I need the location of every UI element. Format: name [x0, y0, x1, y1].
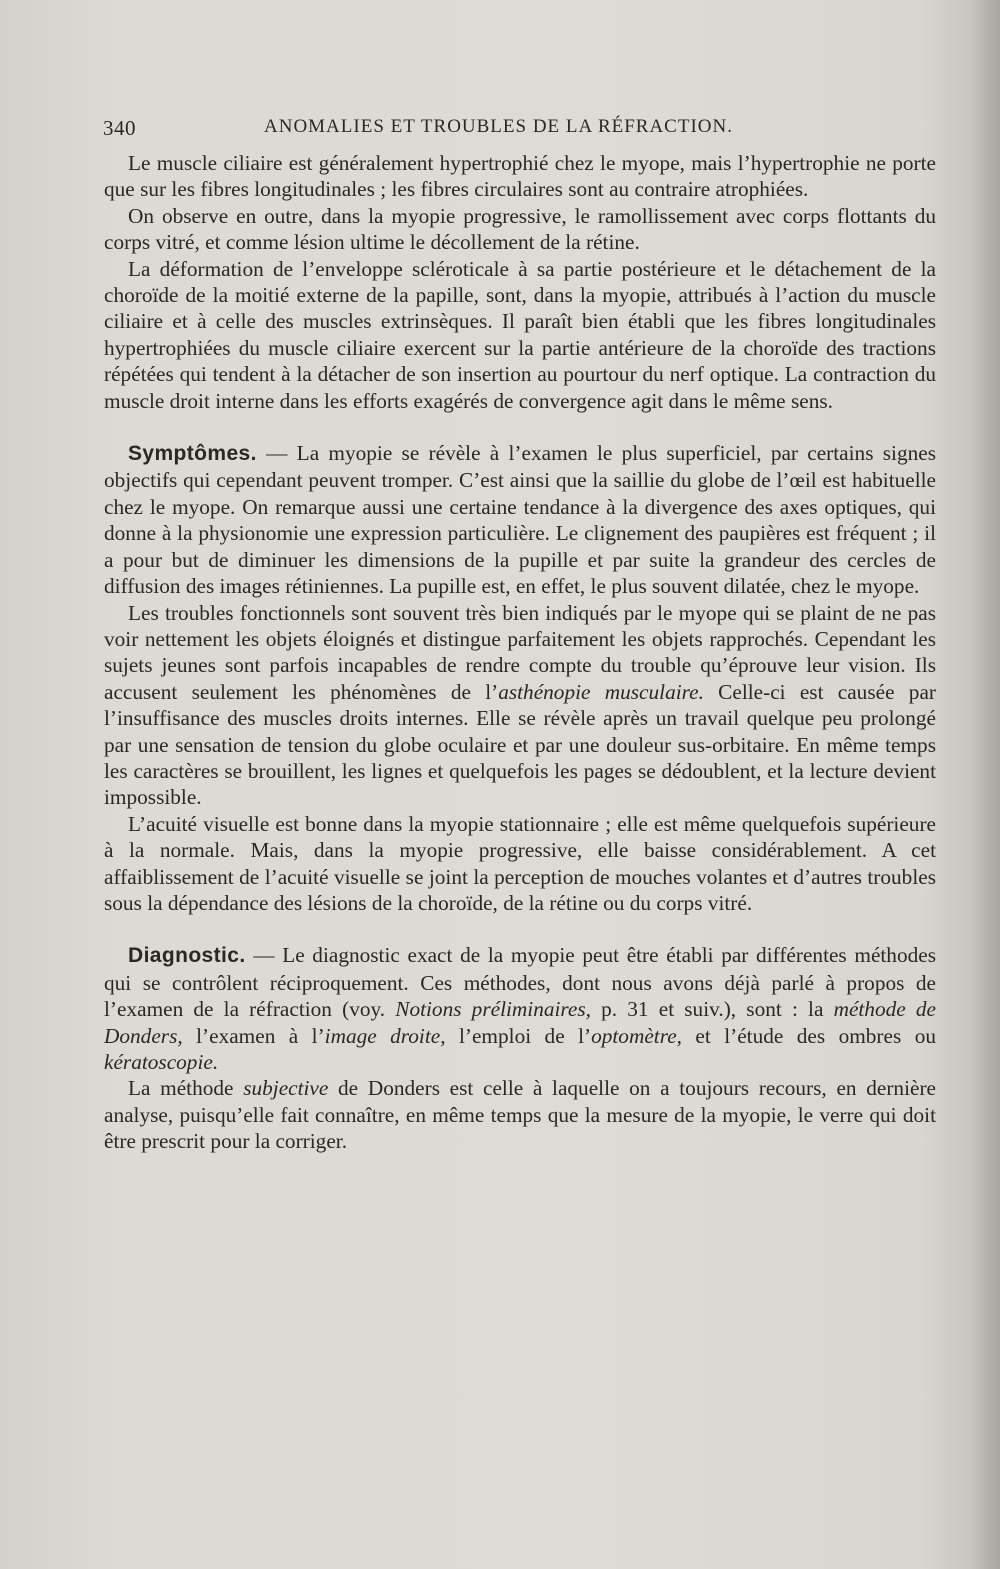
paragraph-diagnostic-text-d: l’emploi de l’	[445, 1023, 592, 1048]
paragraph-3: La déformation de l’enveloppe scléroticale à sa partie postérieure et le détachement de la choroïde de la moitié externe de la papille, sont, dans la myopie, attribués à l’action du muscle ciliaire et à celle des muscles extrinsèques. Il paraît bien établi que les fibres longitudinales hypertrophiées du muscle ciliaire exercent sur la partie antérieure de la choroïde des tractions répétées qui tendent à la détacher de son insertion au pourtour du nerf optique. La contraction du muscle droit interne dans les efforts exagérés de convergence agit dans le même sens.	[104, 256, 936, 413]
paragraph-5	[104, 600, 936, 811]
paragraph-8-text-a: La méthode	[128, 1076, 244, 1101]
running-title: ANOMALIES ET TROUBLES DE LA RÉFRACTION.	[264, 116, 733, 137]
paragraph-diagnostic-italic-2: méthode de Donders,	[104, 997, 936, 1048]
section-heading-diagnostic: Diagnostic.	[128, 944, 246, 968]
paragraph-diagnostic-text-a: — Le diagnostic exact de la myopie peut être établi par différentes méthodes qui se contrôlent réciproquement. Ces méthodes, dont nous avons déjà parlé à propos de l’examen de la réfraction (voy.	[104, 943, 936, 1022]
paragraph-diagnostic-text-c: l’examen à l’	[182, 1023, 325, 1048]
paragraph-8-text-b: de Donders est celle à laquelle on a toujours recours, en dernière analyse, puisqu’elle fait connaître, en même temps que la mesure de la myopie, le verre qui doit être prescrit pour la corriger.	[104, 1076, 936, 1154]
paragraph-8	[104, 1075, 936, 1154]
page-body	[104, 150, 936, 1155]
paragraph-5-italic: asthénopie musculaire.	[498, 679, 704, 704]
page-number: 340	[103, 116, 136, 140]
paragraph-diagnostic-text-b: p. 31 et suiv.), sont : la	[590, 997, 834, 1022]
paragraph-symptomes	[104, 440, 936, 599]
paragraph-1: Le muscle ciliaire est généralement hypertrophié chez le myope, mais l’hypertrophie ne porte que sur les fibres longitudinales ; les fibres circulaires sont au contraire atrophiées.	[104, 151, 936, 202]
paragraph-symptomes-text: — La myopie se révèle à l’examen le plus superficiel, par certains signes objectifs qui cependant peuvent tromper. C’est ainsi que la saillie du globe de l’œil est habituelle chez le myope. On remarque aussi une certaine tendance à la divergence des axes optiques, qui donne à la physionomie une expression particulière. Le clignement des paupières est fréquent ; il a pour but de diminuer les dimensions de la pupille et par suite la grandeur des cercles de diffusion des images rétiniennes. La pupille est, en effet, le plus souvent dilatée, chez le myope.	[104, 441, 936, 599]
paragraph-diagnostic-italic-4: optomètre,	[591, 1023, 682, 1048]
paragraph-diagnostic-text-e: et l’étude des ombres ou	[681, 1023, 936, 1048]
paragraph-6: L’acuité visuelle est bonne dans la myopie stationnaire ; elle est même quelquefois supérieure à la normale. Mais, dans la myopie progressive, elle baisse considérablement. A cet affaiblissement de l’acuité visuelle se joint la perception de mouches volantes et d’autres troubles sous la dépendance des lésions de la choroïde, de la rétine ou du corps vitré.	[104, 811, 936, 915]
paragraph-diagnostic	[104, 942, 936, 1075]
paragraph-2: On observe en outre, dans la myopie progressive, le ramollissement avec corps flottants du corps vitré, et comme lésion ultime le décollement de la rétine.	[104, 203, 936, 255]
paragraph-8-italic: subjective	[243, 1076, 329, 1101]
paragraph-diagnostic-italic-1: Notions préliminaires,	[395, 997, 591, 1022]
paragraph-5-text-b: Celle-ci est causée par l’insuffisance des muscles droits internes. Elle se révèle après un travail quelque peu prolongé par une sensation de tension du globe oculaire et par une douleur sus-orbitaire. En même temps les caractères se brouillent, les lignes et quelquefois les pages se dédoublent, et la lecture devient impossible.	[104, 679, 936, 810]
paragraph-diagnostic-italic-5: kératoscopie.	[104, 1050, 219, 1074]
paragraph-5-text-a: Les troubles fonctionnels sont souvent très bien indiqués par le myope qui se plaint de ne pas voir nettement les objets éloignés et distingue parfaitement les objets rapprochés. Cependant les sujets jeunes sont parfois incapables de rendre compte du trouble qu’éprouve leur vision. Ils accusent seulement les phénomènes de l’	[104, 600, 936, 704]
paragraph-diagnostic-italic-3: image droite,	[324, 1023, 446, 1048]
section-heading-symptomes: Symptômes.	[128, 442, 257, 466]
